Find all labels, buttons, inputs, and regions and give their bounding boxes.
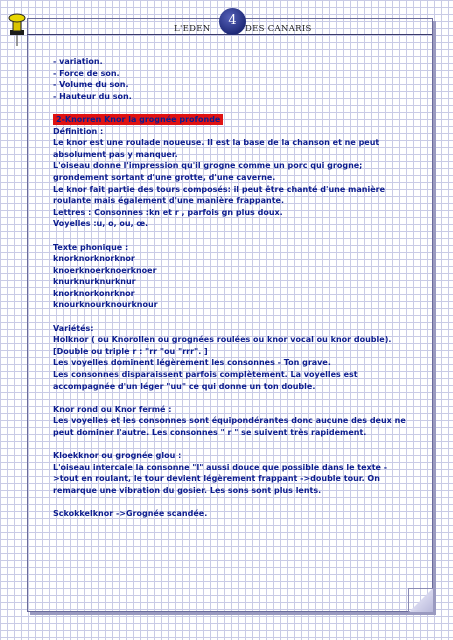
kloekknor-label: Kloekknor ou grognée glou :: [53, 451, 182, 461]
paragraph-line: peut dominer l'autre. Les consonnes " r " se suivent très rapidement.: [53, 428, 367, 437]
phonetic-label: Texte phonique :: [53, 242, 129, 252]
list-item: - variation.: [53, 57, 103, 66]
paragraph-line: Les consonnes disparaissent parfois complètement. La voyelles est: [53, 370, 358, 380]
paragraph-line: Le knor fait partie des tours composés: il peut être chanté d'une manière: [53, 184, 386, 194]
document-body: [53, 56, 405, 520]
list-item: - Force de son.: [53, 68, 120, 78]
paragraph-line: absolument pas y manquer.: [53, 149, 178, 159]
paragraph-line: Holknor ( ou Knorollen ou grognées roulées ou knor vocal ou knor double).: [53, 335, 392, 345]
paragraph-line: Voyelles :u, o, ou, œ.: [53, 219, 149, 229]
paragraph-line: Les voyelles et les consonnes sont équipondérantes donc aucune des deux ne: [53, 416, 406, 426]
paragraph-line: >tout en roulant, le tour devient légèrement frappant ->double tour. On: [53, 474, 380, 484]
paragraph-line: accompagnée d'un léger "uu" ce qui donne un ton double.: [53, 381, 316, 391]
phonetic-line: knurknurknurknur: [53, 277, 136, 287]
page-curl: [408, 588, 433, 612]
closing-line: Sckokkelknor ->Grognée scandée.: [53, 509, 208, 519]
phonetic-line: knorknorkonrknor: [53, 288, 135, 298]
page-number-badge: 4: [219, 8, 246, 35]
paragraph-line: Le knor est une roulade noueuse. Il est la base de la chanson et ne peut: [53, 138, 380, 148]
header-left-title: L'EDEN: [174, 24, 211, 34]
paragraph-line: roulante mais également d'une manière frappante.: [53, 196, 285, 206]
paragraph-line: remarque une vibration du gosier. Les sons sont plus lents.: [53, 485, 322, 495]
phonetic-line: knorknorknorknor: [53, 254, 135, 264]
header-right-title: DES CANARIS: [245, 24, 312, 34]
paragraph-line: L'oiseau intercale la consonne "l" aussi douce que possible dans le texte -: [53, 462, 388, 472]
pushpin-icon: [6, 13, 28, 47]
section-heading: 2-Knorren Knor la grognée profonde: [53, 114, 223, 125]
knor-rond-label: Knor rond ou Knor fermé :: [53, 404, 172, 414]
list-item: - Hauteur du son.: [53, 91, 132, 101]
varieties-label: Variétés:: [53, 323, 94, 333]
paragraph-line: Les voyelles dominent légèrement les consonnes - Ton grave.: [53, 358, 331, 368]
list-item: - Volume du son.: [53, 80, 129, 90]
paragraph-line: grondement sortant d'une grotte, d'une caverne.: [53, 172, 276, 182]
paragraph-line: [Double ou triple r : "rr "ou "rrr". ]: [53, 346, 208, 356]
paragraph-line: Lettres : Consonnes :kn et r , parfois gn plus doux.: [53, 207, 283, 217]
definition-label: Définition :: [53, 126, 104, 136]
phonetic-line: knourknourknourknour: [53, 300, 158, 310]
phonetic-line: knoerknoerknoerknoer: [53, 265, 157, 275]
paragraph-line: L'oiseau donne l'impression qu'il grogne comme un porc qui grogne;: [53, 161, 363, 171]
